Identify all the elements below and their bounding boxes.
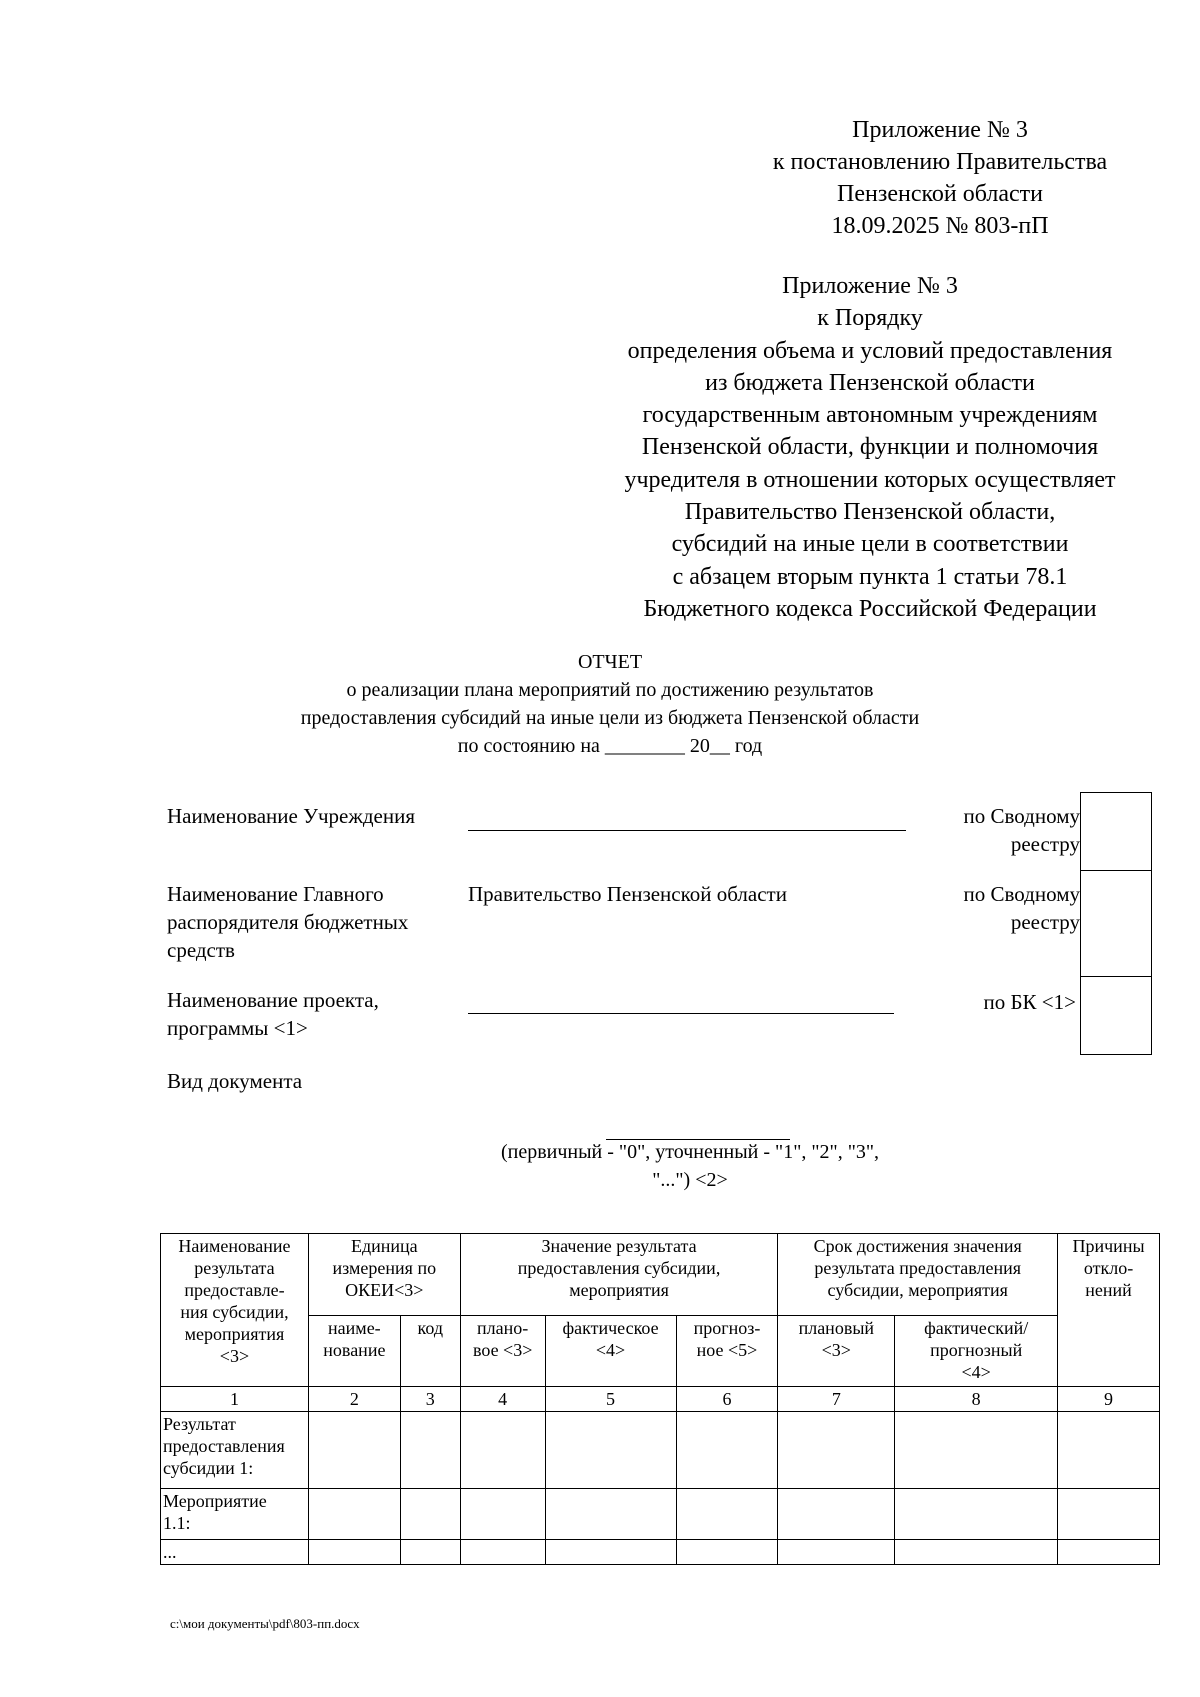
table-cell[interactable]: [308, 1412, 400, 1489]
table-cell[interactable]: [460, 1412, 545, 1489]
row-label-line: субсидии 1:: [163, 1458, 254, 1478]
report-subtitle-line: о реализации плана мероприятий по достижению результатов: [346, 679, 874, 701]
header-forecast: [676, 1315, 778, 1386]
table-header-row: [161, 1234, 1160, 1316]
header-text: ния субсидии,: [180, 1302, 289, 1322]
header-text: Причины: [1072, 1236, 1145, 1256]
table-cell[interactable]: [778, 1540, 895, 1565]
header-text: код: [417, 1317, 444, 1338]
row-label-line: предоставления: [163, 1436, 285, 1456]
header-text: откло-: [1083, 1258, 1134, 1278]
appendix-line: к постановлению Правительства: [772, 149, 1108, 175]
table-cell[interactable]: [460, 1540, 545, 1565]
header-reason: [1058, 1234, 1160, 1387]
header-text: субсидии, мероприятия: [827, 1280, 1008, 1300]
project-label-line: Наименование проекта,: [167, 988, 379, 1012]
code2-label-line: по Сводному: [963, 882, 1080, 906]
manager-label-line: Наименование Главного: [167, 882, 384, 906]
project-label: [167, 986, 379, 1042]
header-text: результата предоставления: [814, 1258, 1022, 1278]
table-cell[interactable]: [676, 1412, 778, 1489]
appendix-order-block: [560, 270, 1180, 625]
row-label: [161, 1412, 309, 1489]
header-text: <4>: [961, 1361, 991, 1382]
doc-type-label: Вид документа: [167, 1069, 303, 1093]
header-text: нование: [323, 1339, 386, 1360]
table-cell[interactable]: [1058, 1412, 1160, 1489]
appendix-line: Пензенской области, функции и полномочия: [641, 434, 1099, 461]
column-number: 6: [676, 1387, 778, 1412]
row-label: ...: [161, 1540, 309, 1565]
header-unit: [308, 1234, 460, 1316]
table-cell[interactable]: [400, 1540, 460, 1565]
table-row: [161, 1540, 1160, 1565]
table-cell[interactable]: [1058, 1540, 1160, 1565]
header-text: Значение результата: [541, 1236, 697, 1256]
row-label-line: Результат: [163, 1414, 236, 1434]
header-unit-code: [400, 1315, 460, 1386]
table-cell[interactable]: [778, 1489, 895, 1540]
appendix-line: Правительство Пензенской области,: [684, 499, 1056, 526]
column-number: 2: [308, 1387, 400, 1412]
institution-field[interactable]: [468, 830, 906, 831]
header-term-fact: [895, 1315, 1058, 1386]
appendix-line: субсидий на иные цели в соответствии: [671, 531, 1069, 558]
table-cell[interactable]: [895, 1540, 1058, 1565]
appendix-line: с абзацем вторым пункта 1 статьи 78.1: [672, 563, 1068, 590]
code3-label: по БК <1>: [983, 990, 1076, 1014]
table-subheader-row: [161, 1315, 1160, 1386]
doc-type-note-line: "...") <2>: [652, 1169, 728, 1191]
appendix-resolution-block: [700, 114, 1180, 242]
institution-label: Наименование Учреждения: [167, 804, 415, 828]
header-term-plan: [778, 1315, 895, 1386]
table-cell[interactable]: [308, 1489, 400, 1540]
code1-label-line: реестру: [1010, 832, 1080, 856]
appendix-line: определения объема и условий предоставления: [627, 337, 1113, 364]
appendix-line: 18.09.2025 № 803-пП: [831, 213, 1049, 239]
header-text: нений: [1085, 1280, 1132, 1300]
appendix-line: государственным автономным учреждениям: [642, 402, 1098, 429]
header-text: прогноз-: [693, 1317, 761, 1338]
report-table: [160, 1233, 1160, 1565]
header-text: Наименование: [178, 1236, 291, 1256]
table-cell[interactable]: [400, 1412, 460, 1489]
footer-file-path: c:\мои документы\pdf\803-пп.docx: [170, 1616, 360, 1631]
row-label: [161, 1489, 309, 1540]
manager-label-line: средств: [167, 938, 235, 962]
row-label-line: 1.1:: [163, 1513, 191, 1533]
header-fact: [545, 1315, 676, 1386]
header-text: <3>: [821, 1339, 851, 1360]
header-text: предоставле-: [184, 1280, 285, 1300]
header-text: измерения по: [332, 1258, 437, 1278]
code2-label: [900, 880, 1080, 936]
header-text: <3>: [219, 1346, 250, 1366]
header-unit-name: [308, 1315, 400, 1386]
header-result: [161, 1234, 309, 1387]
manager-label: [167, 880, 408, 964]
appendix-line: Пензенской области: [837, 181, 1043, 207]
code1-label-line: по Сводному: [963, 804, 1080, 828]
column-number: 9: [1058, 1387, 1160, 1412]
appendix-line: учредителя в отношении которых осуществляет: [624, 466, 1116, 493]
header-text: предоставления субсидии,: [517, 1258, 721, 1278]
table-row: [161, 1489, 1160, 1540]
column-number-row: [161, 1387, 1160, 1412]
column-number: 3: [400, 1387, 460, 1412]
code2-label-line: реестру: [1010, 910, 1080, 934]
manager-value: Правительство Пензенской области: [468, 882, 787, 906]
doc-type-note: [440, 1138, 940, 1194]
code1-label: [900, 802, 1080, 858]
header-term: [778, 1234, 1058, 1316]
table-cell[interactable]: [1058, 1489, 1160, 1540]
header-text: вое <3>: [472, 1339, 533, 1360]
table-cell[interactable]: [545, 1540, 676, 1565]
header-text: плановый: [798, 1317, 875, 1338]
manager-label-line: распорядителя бюджетных: [167, 910, 409, 934]
table-cell[interactable]: [895, 1412, 1058, 1489]
table-cell[interactable]: [545, 1412, 676, 1489]
header-text: плано-: [477, 1317, 529, 1338]
project-field[interactable]: [468, 1013, 894, 1014]
report-date-line: по состоянию на ________ 20__ год: [457, 735, 763, 757]
report-title: ОТЧЕТ: [577, 651, 643, 673]
column-number: 5: [545, 1387, 676, 1412]
column-number: 1: [161, 1387, 309, 1412]
header-text: наиме-: [328, 1317, 381, 1338]
code1-box[interactable]: [1080, 792, 1152, 871]
table-row: [161, 1412, 1160, 1489]
header-plan: [460, 1315, 545, 1386]
appendix-line: Бюджетного кодекса Российской Федерации: [643, 595, 1097, 622]
table-cell[interactable]: [400, 1489, 460, 1540]
appendix-line: из бюджета Пензенской области: [705, 369, 1035, 396]
code3-box[interactable]: [1080, 976, 1152, 1055]
header-text: Единица: [350, 1236, 418, 1256]
table-cell[interactable]: [460, 1489, 545, 1540]
report-subtitle-line: предоставления субсидий на иные цели из бюджета Пензенской области: [300, 707, 920, 729]
header-text: Срок достижения значения: [813, 1236, 1022, 1256]
header-text: результата: [194, 1258, 275, 1278]
row-label-line: Мероприятие: [163, 1491, 267, 1511]
header-text: ное <5>: [696, 1339, 758, 1360]
header-text: фактический/: [924, 1317, 1029, 1338]
table-cell[interactable]: [895, 1489, 1058, 1540]
header-text: мероприятия: [569, 1280, 669, 1300]
column-number: 8: [895, 1387, 1058, 1412]
header-text: прогнозный: [930, 1339, 1023, 1360]
appendix-line: Приложение № 3: [852, 117, 1028, 143]
table-cell[interactable]: [676, 1540, 778, 1565]
header-text: мероприятия: [184, 1324, 285, 1344]
header-value: [460, 1234, 778, 1316]
code2-box[interactable]: [1080, 870, 1152, 977]
table-cell[interactable]: [778, 1412, 895, 1489]
table-cell[interactable]: [308, 1540, 400, 1565]
header-text: ОКЕИ<3>: [345, 1280, 424, 1300]
doc-type-note-line: (первичный - "0", уточненный - "1", "2", "3",: [500, 1141, 880, 1163]
table-cell[interactable]: [545, 1489, 676, 1540]
report-title-block: [150, 648, 1070, 760]
appendix-line: к Порядку: [817, 305, 923, 332]
project-label-line: программы <1>: [167, 1016, 308, 1040]
header-text: фактическое: [562, 1317, 659, 1338]
header-text: <4>: [595, 1339, 626, 1360]
appendix-line: Приложение № 3: [782, 273, 958, 299]
column-number: 4: [460, 1387, 545, 1412]
column-number: 7: [778, 1387, 895, 1412]
table-cell[interactable]: [676, 1489, 778, 1540]
